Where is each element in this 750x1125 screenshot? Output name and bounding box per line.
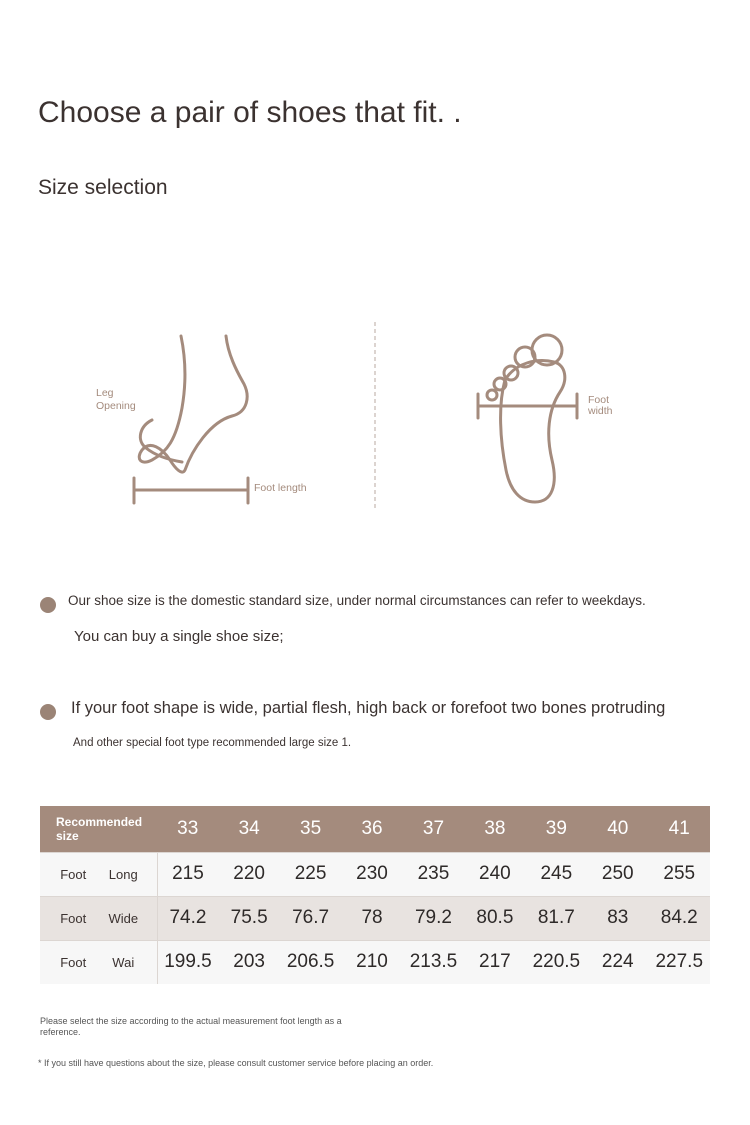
table-cell: 213.5 bbox=[403, 940, 464, 984]
foot-measure-illustration bbox=[0, 310, 750, 530]
table-cell: 215 bbox=[157, 852, 218, 896]
table-cell: 217 bbox=[464, 940, 525, 984]
leg-outline-back bbox=[139, 336, 247, 472]
leg-opening-label-1: Leg bbox=[96, 387, 114, 399]
table-cell: 206.5 bbox=[280, 940, 341, 984]
table-cell: 81.7 bbox=[526, 896, 587, 940]
size-table-header bbox=[40, 806, 710, 852]
table-cell: 210 bbox=[341, 940, 402, 984]
size-cell: 40 bbox=[607, 817, 629, 839]
row-label-a: Foot bbox=[60, 866, 87, 882]
table-cell: 235 bbox=[403, 852, 464, 896]
table-cell: 199.5 bbox=[157, 940, 218, 984]
size-cell: 33 bbox=[177, 817, 199, 839]
table-cell: 76.7 bbox=[280, 896, 341, 940]
table-cell: 203 bbox=[218, 940, 279, 984]
note-1-line-1: Our shoe size is the domestic standard size, under normal circumstances can refer to weekdays. bbox=[68, 593, 646, 608]
size-cell: 39 bbox=[545, 817, 567, 839]
footnote-measurement: Please select the size according to the actual measurement foot length as a reference. bbox=[40, 1016, 342, 1037]
table-row-foot-long bbox=[40, 852, 710, 896]
row-label-a: Foot bbox=[60, 954, 87, 970]
row-label-b: Wide bbox=[108, 910, 139, 926]
table-row-foot-wide bbox=[40, 896, 710, 940]
foot-length-label: Foot length bbox=[254, 482, 307, 494]
table-cell: 225 bbox=[280, 852, 341, 896]
table-cell: 220.5 bbox=[526, 940, 587, 984]
size-cell: 38 bbox=[484, 817, 506, 839]
table-cell: 84.2 bbox=[649, 896, 711, 940]
table-cell: 79.2 bbox=[403, 896, 464, 940]
foot-width-label-2: width bbox=[588, 405, 613, 417]
size-cell: 36 bbox=[361, 817, 383, 839]
size-cell: 37 bbox=[422, 817, 445, 839]
table-cell: 224 bbox=[587, 940, 648, 984]
note-2-line-2: And other special foot type recommended large size 1. bbox=[73, 737, 352, 749]
table-cell: 78 bbox=[341, 896, 402, 940]
table-cell: 227.5 bbox=[649, 940, 711, 984]
table-cell: 74.2 bbox=[157, 896, 218, 940]
section-subtitle: Size selection bbox=[38, 176, 168, 199]
footprint-outline bbox=[501, 361, 565, 502]
row-label bbox=[40, 940, 157, 984]
bullet-dot bbox=[40, 597, 56, 613]
table-cell: 220 bbox=[218, 852, 279, 896]
table-cell: 83 bbox=[587, 896, 648, 940]
table-row-foot-wai bbox=[40, 940, 710, 984]
leg-opening-label-2: Opening bbox=[96, 400, 136, 412]
size-cell: 34 bbox=[238, 817, 260, 839]
foot-outline-sole bbox=[140, 420, 182, 462]
table-cell: 240 bbox=[464, 852, 525, 896]
table-cell: 245 bbox=[526, 852, 587, 896]
table-cell: 250 bbox=[587, 852, 648, 896]
row-label bbox=[40, 896, 157, 940]
size-table bbox=[40, 806, 710, 984]
table-cell: 255 bbox=[649, 852, 711, 896]
row-label bbox=[40, 852, 157, 896]
table-cell: 80.5 bbox=[464, 896, 525, 940]
footnote-customer-service: * If you still have questions about the size, please consult customer service before placing an order. bbox=[38, 1058, 434, 1068]
note-2-line-1: If your foot shape is wide, partial flesh, high back or forefoot two bones protruding bbox=[71, 699, 666, 717]
recommended-size-label: Recommended size bbox=[56, 814, 143, 843]
row-label-b: Wai bbox=[112, 954, 135, 970]
size-cell: 35 bbox=[300, 817, 322, 839]
bullet-dot bbox=[40, 704, 56, 720]
size-cell: 41 bbox=[668, 817, 690, 839]
row-label-a: Foot bbox=[60, 910, 87, 926]
row-label-b: Long bbox=[108, 866, 138, 882]
table-cell: 75.5 bbox=[218, 896, 279, 940]
table-cell: 230 bbox=[341, 852, 402, 896]
foot-width-label-1: Foot bbox=[588, 394, 610, 406]
page-title: Choose a pair of shoes that fit. . bbox=[38, 96, 462, 129]
note-1-line-2: You can buy a single shoe size; bbox=[74, 628, 284, 645]
